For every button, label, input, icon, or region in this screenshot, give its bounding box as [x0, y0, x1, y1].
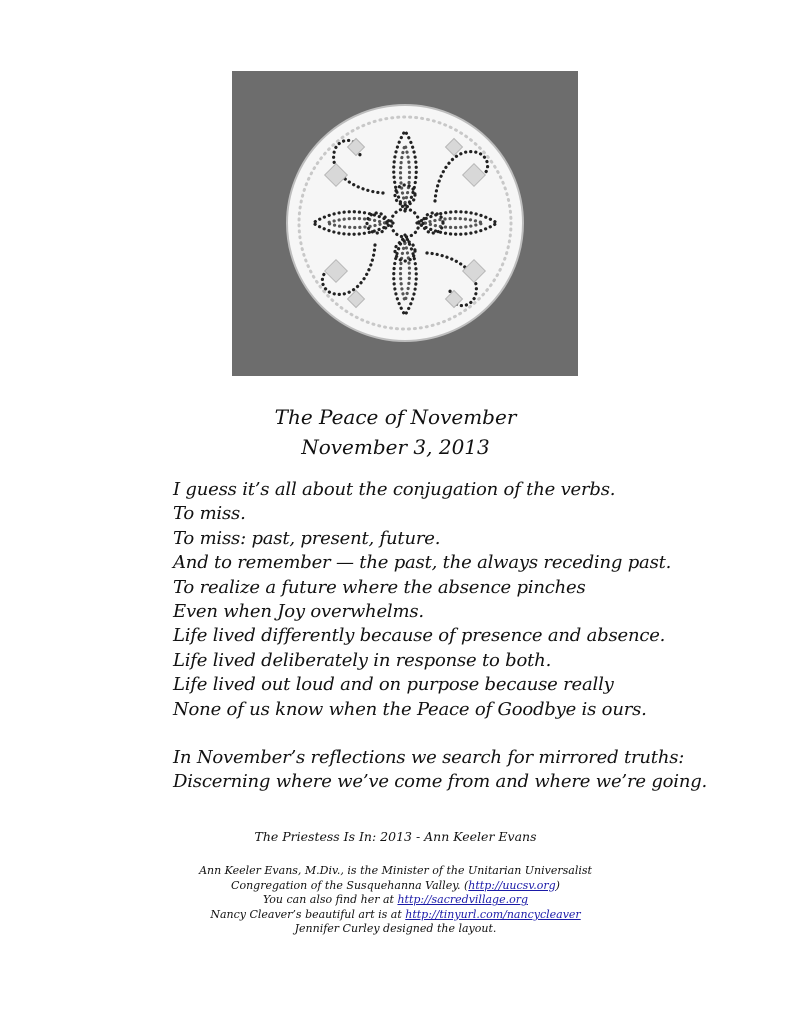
poem-line: To realize a future where the absence pinches	[173, 576, 586, 598]
footer-line-artist: Nancy Cleaver’s beautiful art is at http://tinyurl.com/nancycleaver	[210, 907, 581, 921]
mandala-artwork	[232, 71, 578, 376]
mandala-artwork-svg	[232, 71, 578, 376]
footer-line-congregation: Congregation of the Susquehanna Valley. (http://uucsv.org)	[231, 878, 560, 892]
poem-line: Discerning where we’ve come from and where we’re going.	[173, 771, 708, 793]
uucsv-link[interactable]: http://uucsv.org	[468, 878, 556, 892]
stanza-break	[173, 722, 773, 746]
mandala-disc	[287, 105, 523, 341]
poem-line: Life lived out loud and on purpose because really	[173, 674, 614, 696]
poem-line: To miss: past, present, future.	[173, 527, 441, 549]
footer-line-layout: Jennifer Curley designed the layout.	[294, 922, 497, 936]
poem-line: Life lived differently because of presence and absence.	[173, 625, 666, 647]
poem-date: November 3, 2013	[301, 435, 490, 459]
series-credit: The Priestess Is In: 2013 - Ann Keeler Evans	[254, 829, 537, 844]
poem-heading	[0, 402, 791, 462]
footer-line-sacredvillage: You can also find her at http://sacredvillage.org	[263, 893, 528, 907]
poem-line: Life lived deliberately in response to both.	[173, 649, 552, 671]
poem-line: In November’s reflections we search for mirrored truths:	[173, 747, 685, 769]
poem-line: Even when Joy overwhelms.	[173, 601, 424, 623]
poem-body	[173, 478, 773, 795]
poem-title: The Peace of November	[274, 405, 517, 429]
poem-line: I guess it’s all about the conjugation of the verbs.	[173, 479, 616, 500]
footer-line-author: Ann Keeler Evans, M.Div., is the Minister of the Unitarian Universalist	[199, 864, 592, 877]
poem-line: None of us know when the Peace of Goodbye is ours.	[173, 698, 647, 720]
sacredvillage-link[interactable]: http://sacredvillage.org	[397, 893, 528, 907]
poem-line: And to remember — the past, the always receding past.	[173, 552, 672, 574]
nancycleaver-link[interactable]: http://tinyurl.com/nancycleaver	[405, 907, 581, 921]
poem-line: To miss.	[173, 503, 246, 525]
footer-notes	[0, 864, 791, 937]
